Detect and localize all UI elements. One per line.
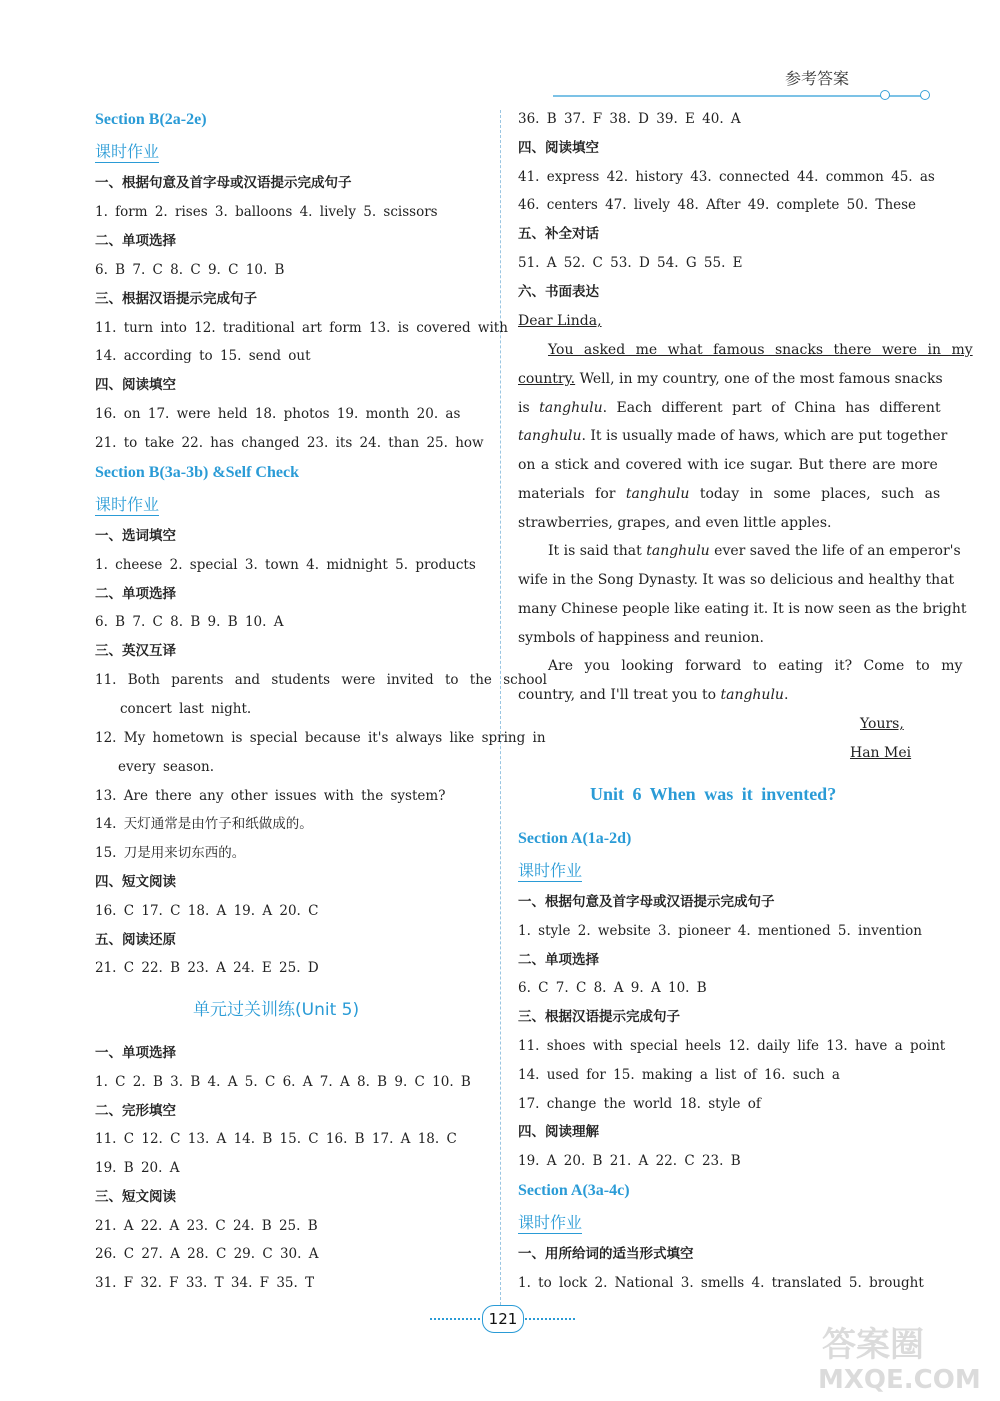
answer-line: 26. C 27. A 28. C 29. C 30. A bbox=[95, 1246, 319, 1262]
question-heading: 四、阅读理解 bbox=[518, 1124, 599, 1140]
answer-line: 19. B 20. A bbox=[95, 1160, 180, 1176]
answer-line: 1. cheese 2. special 3. town 4. midnight 5. products bbox=[95, 557, 476, 573]
letter-line: It is said that tanghulu ever saved the life of an emperor's bbox=[548, 543, 961, 559]
page-number: 121 bbox=[482, 1305, 524, 1333]
letter-line: country. Well, in my country, one of the most famous snacks bbox=[518, 371, 943, 387]
section-title: Section A(3a-4c) bbox=[518, 1182, 630, 1199]
letter-line: many Chinese people like eating it. It is now seen as the bright bbox=[518, 601, 967, 617]
question-heading: 六、书面表达 bbox=[518, 284, 599, 300]
answer-line: 11. C 12. C 13. A 14. B 15. C 16. B 17. A 18. C bbox=[95, 1131, 457, 1147]
answer-line: 1. style 2. website 3. pioneer 4. mentioned 5. invention bbox=[518, 923, 922, 939]
answer-line: every season. bbox=[118, 759, 214, 775]
header-rule bbox=[553, 95, 925, 97]
answer-line: 14. used for 15. making a list of 16. such a bbox=[518, 1067, 840, 1083]
homework-label: 课时作业 bbox=[518, 861, 583, 880]
section-title: Section A(1a-2d) bbox=[518, 830, 632, 847]
question-heading: 一、单项选择 bbox=[95, 1045, 176, 1061]
question-heading: 五、补全对话 bbox=[518, 226, 599, 242]
header-label: 参考答案 bbox=[785, 69, 850, 88]
question-heading: 三、根据汉语提示完成句子 bbox=[518, 1009, 680, 1025]
unit-title: Unit 6 When was it invented? bbox=[590, 784, 837, 804]
letter-line: wife in the Song Dynasty. It was so delicious and healthy that bbox=[518, 572, 955, 588]
answer-line: 1. form 2. rises 3. balloons 4. lively 5. scissors bbox=[95, 204, 438, 220]
answer-line: 36. B 37. F 38. D 39. E 40. A bbox=[518, 111, 741, 127]
question-heading: 一、根据句意及首字母或汉语提示完成句子 bbox=[518, 894, 775, 910]
dotted-rule-right bbox=[525, 1318, 575, 1320]
answer-line: 21. to take 22. has changed 23. its 24. than 25. how bbox=[95, 435, 484, 451]
question-heading: 一、根据句意及首字母或汉语提示完成句子 bbox=[95, 175, 352, 191]
section-title: Section B(2a-2e) bbox=[95, 111, 207, 128]
answer-line: 19. A 20. B 21. A 22. C 23. B bbox=[518, 1153, 741, 1169]
question-heading: 四、阅读填空 bbox=[95, 377, 176, 393]
question-heading: 三、短文阅读 bbox=[95, 1189, 176, 1205]
answer-line: 46. centers 47. lively 48. After 49. complete 50. These bbox=[518, 197, 917, 213]
page-number-badge bbox=[430, 1305, 575, 1333]
answer-line: 17. change the world 18. style of bbox=[518, 1096, 761, 1112]
answer-line: 11. Both parents and students were invited to the school bbox=[95, 672, 547, 688]
answer-line: 14. according to 15. send out bbox=[95, 348, 311, 364]
letter-line: strawberries, grapes, and even little apples. bbox=[518, 515, 832, 531]
question-heading: 二、单项选择 bbox=[518, 952, 599, 968]
homework-label: 课时作业 bbox=[518, 1213, 583, 1232]
letter-line: symbols of happiness and reunion. bbox=[518, 630, 764, 646]
answer-line: 21. C 22. B 23. A 24. E 25. D bbox=[95, 960, 319, 976]
answer-line: concert last night. bbox=[120, 701, 252, 717]
letter-line: tanghulu. It is usually made of haws, which are put together bbox=[518, 428, 948, 444]
watermark-text-en: MXQE.COM bbox=[818, 1365, 981, 1392]
question-heading: 二、完形填空 bbox=[95, 1103, 176, 1119]
homework-label: 课时作业 bbox=[95, 142, 160, 161]
answer-line: 16. on 17. were held 18. photos 19. month 20. as bbox=[95, 406, 461, 422]
question-heading: 五、阅读还原 bbox=[95, 932, 176, 948]
question-heading: 三、根据汉语提示完成句子 bbox=[95, 291, 257, 307]
letter-line: You asked me what famous snacks there were in my bbox=[548, 342, 973, 358]
answer-line: 15. 刀是用来切东西的。 bbox=[95, 845, 246, 861]
letter-closing: Yours, bbox=[860, 716, 904, 732]
answer-line: 51. A 52. C 53. D 54. G 55. E bbox=[518, 255, 743, 271]
question-heading: 三、英汉互译 bbox=[95, 643, 176, 659]
answer-line: 6. C 7. C 8. A 9. A 10. B bbox=[518, 980, 707, 996]
letter-line: is tanghulu. Each different part of China has different bbox=[518, 400, 941, 416]
header-dot-1 bbox=[880, 90, 890, 100]
answer-line: 31. F 32. F 33. T 34. F 35. T bbox=[95, 1275, 315, 1291]
question-heading: 二、单项选择 bbox=[95, 233, 176, 249]
question-heading: 四、阅读填空 bbox=[518, 140, 599, 156]
answer-line: 13. Are there any other issues with the system? bbox=[95, 788, 446, 804]
dotted-rule-left bbox=[430, 1318, 480, 1320]
answer-line: 16. C 17. C 18. A 19. A 20. C bbox=[95, 903, 319, 919]
letter-line: materials for tanghulu today in some places, such as bbox=[518, 486, 941, 502]
header-dot-2 bbox=[920, 90, 930, 100]
watermark-logo bbox=[812, 1318, 992, 1392]
answer-line: 11. turn into 12. traditional art form 13. is covered with bbox=[95, 320, 508, 336]
answer-line: 1. to lock 2. National 3. smells 4. translated 5. brought bbox=[518, 1275, 924, 1291]
question-heading: 一、选词填空 bbox=[95, 528, 176, 544]
letter-line: on a stick and covered with ice sugar. But there are more bbox=[518, 457, 938, 473]
section-title: Section B(3a-3b) &Self Check bbox=[95, 464, 299, 481]
question-heading: 一、用所给词的适当形式填空 bbox=[518, 1246, 694, 1262]
letter-line: country, and I'll treat you to tanghulu. bbox=[518, 687, 789, 703]
answer-line: 11. shoes with special heels 12. daily life 13. have a point bbox=[518, 1038, 946, 1054]
answer-line: 12. My hometown is special because it's always like spring in bbox=[95, 730, 546, 746]
letter-salutation: Dear Linda, bbox=[518, 313, 602, 329]
question-heading: 二、单项选择 bbox=[95, 586, 176, 602]
answer-line: 41. express 42. history 43. connected 44. common 45. as bbox=[518, 169, 935, 185]
letter-line: Are you looking forward to eating it? Come to my bbox=[548, 658, 963, 674]
answer-line: 14. 天灯通常是由竹子和纸做成的。 bbox=[95, 816, 313, 832]
unit-training-title: 单元过关训练(Unit 5) bbox=[193, 1000, 360, 1020]
watermark-text-cn: 答案圈 bbox=[822, 1325, 924, 1365]
homework-label: 课时作业 bbox=[95, 495, 160, 514]
answer-line: 21. A 22. A 23. C 24. B 25. B bbox=[95, 1218, 318, 1234]
question-heading: 四、短文阅读 bbox=[95, 874, 176, 890]
answer-line: 6. B 7. C 8. C 9. C 10. B bbox=[95, 262, 285, 278]
answer-line: 1. C 2. B 3. B 4. A 5. C 6. A 7. A 8. B 9. C 10. B bbox=[95, 1074, 471, 1090]
column-divider bbox=[500, 110, 501, 1310]
answer-line: 6. B 7. C 8. B 9. B 10. A bbox=[95, 614, 284, 630]
letter-signature: Han Mei bbox=[850, 745, 912, 761]
